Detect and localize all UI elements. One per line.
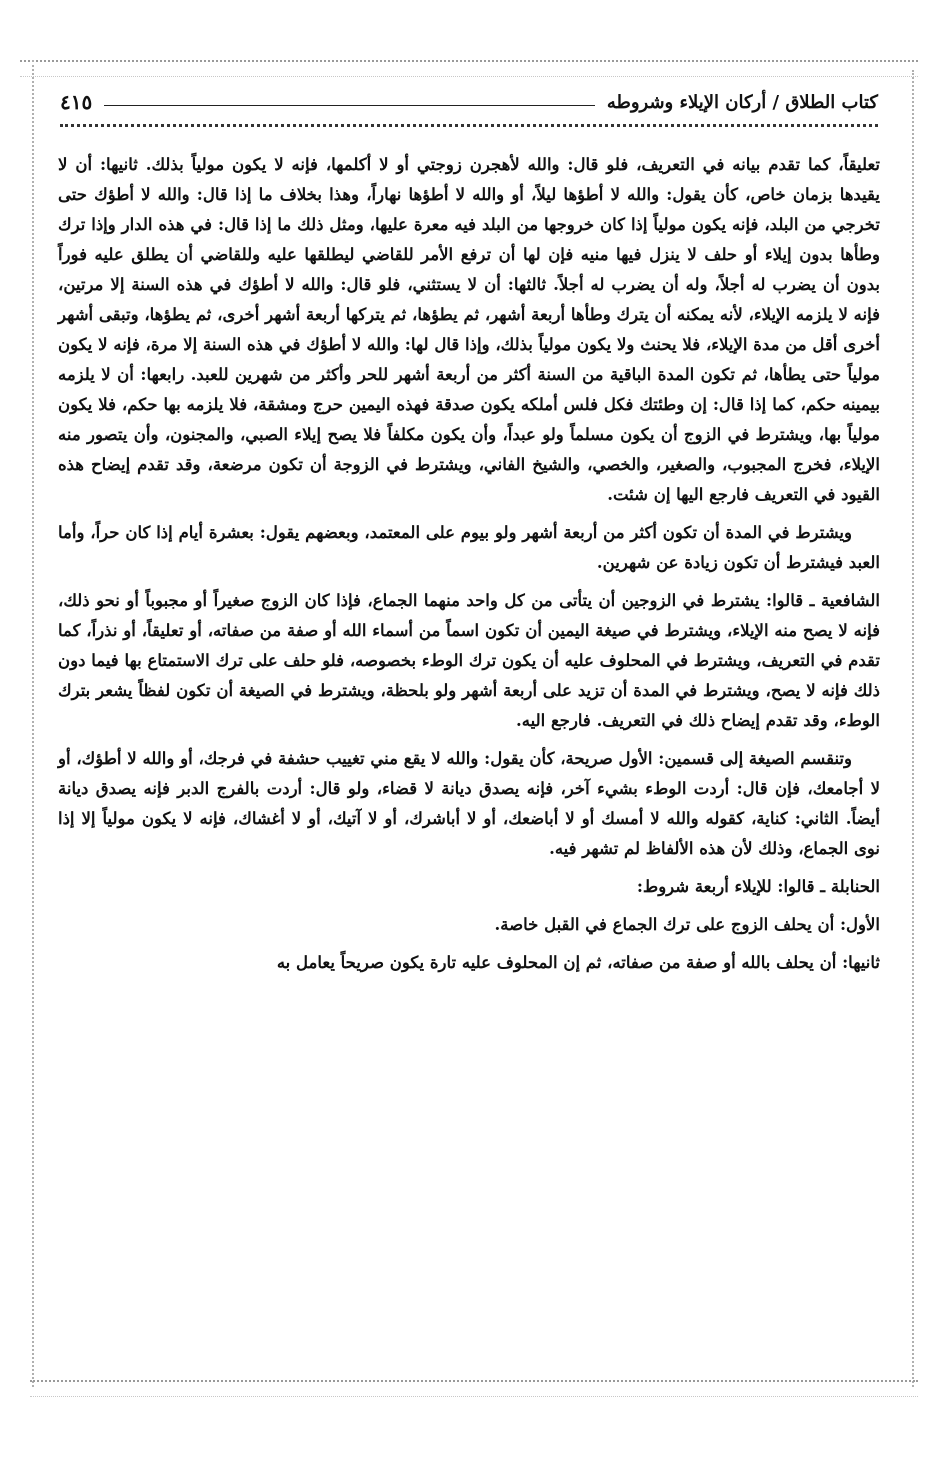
paragraph-text: تعليقاً، كما تقدم بيانه في التعريف، فلو قال: والله لأهجرن زوجتي أو لا أكلمها، فإنه لا يكون مولياً بذلك. ثانيها: أن لا يقيدها بزمان خاص، كأن يقول: والله لا أطؤها ليلاً، أو والله لا أطؤها نهاراً، وهذا بخلاف ما إذا قال: والله لا أطؤك حتى تخرجي من البلد، فإنه يكون مولياً إذا كان خروجها من البلد فيه معرة عليها، ومثل ذلك ما إذا قال: في هذه الدار وإذا ترك وطأها بدون إيلاء أو حلف لا ينزل فيها منيه فإن لها أن ترفع الأمر للقاضي ليطلقها عليه وللقاضي أن يطلق عليه فوراً بدون أن يضرب له أجلاً، وله أن يضرب له أجلاً. ثالثها: أن لا يستثني، فلو قال: والله لا أطؤك في هذه السنة إلا مرتين، فإنه لا يلزمه الإيلاء، لأنه يمكنه أن يترك وطأها أربعة أشهر، ثم يطؤها، ثم يتركها أربعة أشهر أخرى، ثم يطؤها، وتبقى أشهر أخرى أقل من مدة الإيلاء، فلا يحنث ولا يكون مولياً بذلك، وإذا قال لها: والله لا أطؤك في هذه السنة إلا مرة، فإنه لا يكون مولياً حتى يطأها، ثم تكون المدة الباقية من السنة أكثر من أربعة أشهر للحر وأكثر من شهرين للعبد. رابعها: أن لا يلزمه بيمينه حكم، كما إذا قال: إن وطئتك فكل فلس أملكه يكون صدقة فهذه اليمين حرج ومشقة، فلا يلزمه بها حكم، فلا يكون مولياً بها، ويشترط في الزوج أن يكون مسلماً ولو عبداً، وأن يكون مكلفاً فلا يصح إيلاء الصبي، والمجنون، وأن يتصور منه الإيلاء، فخرج المجبوب، والصغير، والخصي، والشيخ الفاني، ويشترط في الزوجة أن تكون مرضعة، وقد تقدم إيضاح هذه القيود في التعريف فارجع اليها إن شئت. (58, 155, 880, 504)
running-title: كتاب الطلاق / أركان الإيلاء وشروطه (606, 91, 878, 113)
school-heading: الشافعية ـ قالوا: (765, 591, 880, 610)
decorative-border-top (20, 60, 918, 77)
paragraph-text: ثانيها: أن يحلف بالله أو صفة من صفاته، ثم إن المحلوف عليه تارة يكون صريحاً يعامل به (276, 953, 880, 972)
paragraph (58, 948, 880, 978)
school-heading: الحنابلة ـ قالوا: (777, 877, 880, 896)
paragraph-text: وتنقسم الصيغة إلى قسمين: الأول صريحة، كأن يقول: والله لا يقع مني تغييب حشفة في فرجك، أو والله لا أطؤك، أو لا أجامعك، فإن قال: أردت الوطء بشيء آخر، فإنه يصدق ديانة لا قضاء، ولو قال: أردت بالفرج الدبر فإنه يصدق ديانة أيضاً. الثاني: كناية، كقوله والله لا أمسك أو لا أباضعك، أو لا أباشرك، أو لا آتيك، أو لا أغشاك، فإنه لا يكون مولياً إلا إذا نوى الجماع، وذلك لأن هذه الألفاظ لم تشهر فيه. (58, 749, 880, 858)
paragraph (58, 150, 880, 510)
page-number: ٤١٥ (60, 90, 93, 114)
paragraph (58, 518, 880, 578)
paragraph-text: يشترط في الزوجين أن يتأتى من كل واحد منهما الجماع، فإذا كان الزوج صغيراً أو مجبوباً أو نحو ذلك، فإنه لا يصح منه الإيلاء، ويشترط في صيغة اليمين أن تكون اسماً من أسماء الله أو صفة من صفاته، أو تعليقاً، أو نذراً، كما تقدم في التعريف، ويشترط في المحلوف عليه أن يكون ترك الوطء بخصوصه، فلو حلف على ترك الاستمتاع بها فيما دون ذلك فإنه لا يصح، ويشترط في المدة أن تزيد على أربعة أشهر ولو بلحظة، ويشترط في الصيغة أن تكون لفظاً يشعر بترك الوطء، وقد تقدم إيضاح ذلك في التعريف. فارجع اليه. (58, 591, 880, 730)
decorative-border-bottom (30, 1380, 918, 1397)
paragraph (58, 910, 880, 940)
decorative-border-right (912, 70, 924, 1387)
paragraph (58, 872, 880, 902)
header-dotted-rule (60, 124, 878, 133)
paragraph-text: للإيلاء أربعة شروط: (636, 877, 772, 896)
decorative-border-left (22, 60, 34, 1387)
page-body (58, 150, 880, 986)
header-rule (104, 105, 595, 106)
paragraph (58, 744, 880, 864)
paragraph-text: ويشترط في المدة أن تكون أكثر من أربعة أشهر ولو بيوم على المعتمد، وبعضهم يقول: بعشرة أيام إذا كان حراً، وأما العبد فيشترط أن تكون زيادة عن شهرين. (58, 523, 880, 572)
page-header (60, 82, 878, 122)
paragraph (58, 586, 880, 736)
paragraph-text: الأول: أن يحلف الزوج على ترك الجماع في القبل خاصة. (494, 915, 880, 934)
